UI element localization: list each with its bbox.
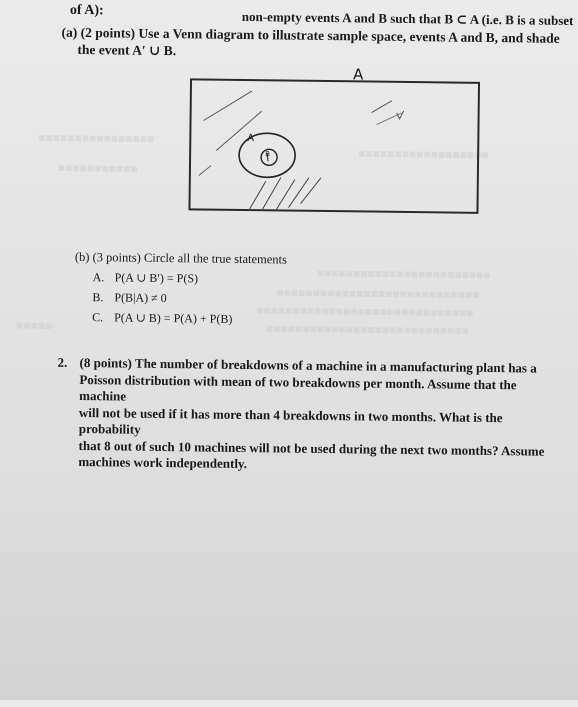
venn-label-b: B <box>265 150 270 159</box>
option-b[interactable] <box>92 289 167 306</box>
part-a-question: (a) (2 points) Use a Venn diagram to illustrate sample space, events A and B, and shade <box>61 24 560 46</box>
option-letter: A. <box>92 270 105 285</box>
part-b-heading: (b) (3 points) Circle all the true statements <box>74 249 288 267</box>
option-text: P(A ∪ B) = P(A) + P(B) <box>114 310 233 326</box>
problem-2-line: Poisson distribution with mean of two breakdowns per month. Assume that the machine <box>79 371 517 404</box>
header-right: non-empty events A and B such that B ⊂ A (i.e. B is a subset <box>241 8 574 29</box>
problem-2-line: will not be used if it has more than 4 breakdowns in two months. What is the probability <box>78 404 503 437</box>
venn-sketch <box>190 80 482 216</box>
bleed-through-text: ■■■■■■■■■■■■■■■■■■■■■■■■■■■■ <box>265 321 470 338</box>
bleed-through-text: ■■■■■■■■■■■■■■■■■■■■■■■■ <box>316 265 491 283</box>
bleed-through-text: ■■■■■ <box>15 318 53 333</box>
option-text: P(B|A) ≠ 0 <box>114 290 167 306</box>
venn-label-a: A <box>247 133 255 145</box>
problem-2-line: (8 points) The number of breakdowns of a machine in a manufacturing plant has a <box>79 354 537 376</box>
option-letter: C. <box>92 310 104 325</box>
bleed-through-text: ■■■■■■■■■■■■■■■■■■■■■■■■■■■■■■ <box>256 303 474 320</box>
option-a[interactable] <box>93 269 199 286</box>
handwritten-mark: A <box>353 65 364 84</box>
venn-diagram-sample-space <box>188 78 480 214</box>
option-letter: B. <box>92 290 104 305</box>
bleed-through-text: ■■■■■■■■■■■■■■■■■■■■■■■■■■■■ <box>276 285 480 302</box>
bleed-through-text: ■■■■■■■■■■■■■■■■ <box>38 130 155 146</box>
problem-2-number: 2. <box>57 354 68 370</box>
option-text: P(A ∪ B′) = P(S) <box>114 270 199 286</box>
bleed-through-text: ■■■■■■■■■■■■■■■■■■ <box>358 146 489 162</box>
header-left: of A): <box>69 2 104 19</box>
problem-2-line: machines work independently. <box>78 453 248 472</box>
problem-2-line: that 8 out of such 10 machines will not be used during the next two months? Assume <box>78 437 545 459</box>
bleed-through-text: ■■■■■■■■■■■ <box>57 160 138 176</box>
problem-2-text <box>78 355 549 476</box>
option-c[interactable] <box>92 309 232 327</box>
part-a-question-cont: the event A′ ∪ B. <box>77 41 177 59</box>
